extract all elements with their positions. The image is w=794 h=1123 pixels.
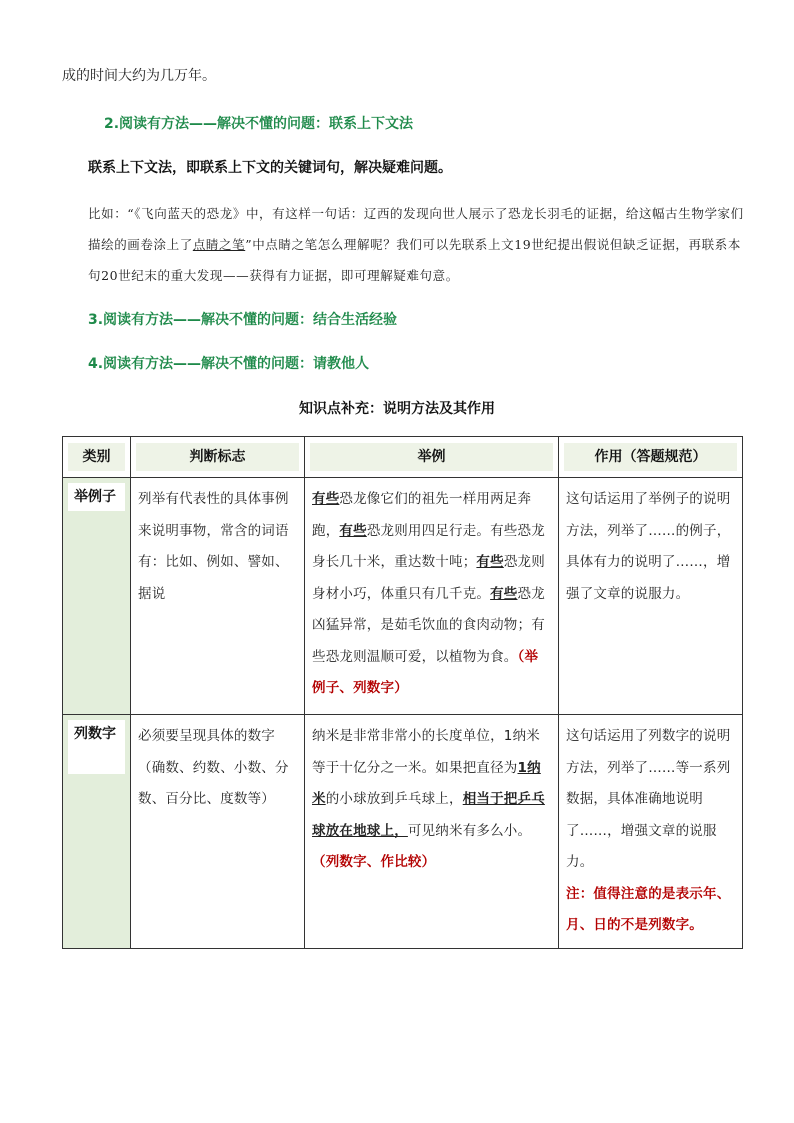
definition-text: 联系上下文法，即联系上下文的关键词句，解决疑难问题。 bbox=[88, 160, 452, 176]
example-fragment: 恐龙凶猛异常，是茹毛饮血的食肉动物；有些恐龙则温顺可爱，以植物为食。 bbox=[312, 585, 545, 665]
explanation-methods-table bbox=[62, 436, 743, 949]
header-category-label: 类别 bbox=[68, 443, 125, 471]
continued-text: 成的时间大约为几万年。 bbox=[62, 68, 216, 84]
table-row bbox=[63, 478, 743, 715]
emphasis: 有些 bbox=[476, 554, 504, 570]
example-part-a: 比如：“《飞向蓝天的恐龙》中，有这样一句话：辽西的发现向世人展示了恐龙长羽毛的证据，给这幅古生物学家们描绘的画卷涂上了 bbox=[88, 206, 744, 252]
table-caption: 知识点补充：说明方法及其作用 bbox=[299, 401, 495, 417]
note-text: 注：值得注意的是表示年、月、日的不是列数字。 bbox=[566, 885, 731, 933]
header-category bbox=[63, 437, 131, 478]
effect-body: 这句话运用了列数字的说明方法，列举了……等一系列数据，具体准确地说明了……，增强文章的说服力。 bbox=[566, 728, 731, 870]
method-tag: （列数字、作比较） bbox=[312, 854, 436, 870]
effect-text: 这句话运用了举例子的说明方法，列举了……的例子，具体有力的说明了……，增强了文章的说服力。 bbox=[566, 491, 731, 602]
emphasis: 相当于把乒乓球放在地球上， bbox=[312, 791, 545, 839]
table-header-row bbox=[63, 437, 743, 478]
header-example bbox=[305, 437, 559, 478]
example-fragment: 纳米是非常非常小的长度单位，1纳米等于十亿分之一米。如果把直径为 bbox=[312, 728, 540, 776]
header-sign bbox=[131, 437, 305, 478]
example-fragment: 恐龙则身材小巧，体重只有几千克。 bbox=[312, 554, 545, 602]
method-3-heading: 3.阅读有方法——解决不懂的问题：结合生活经验 bbox=[88, 312, 398, 328]
category-cell bbox=[63, 715, 131, 949]
example-fragment: 可见纳米有多么小。 bbox=[407, 822, 532, 839]
header-example-label: 举例 bbox=[310, 443, 553, 471]
sign-cell bbox=[131, 715, 305, 949]
header-effect-label: 作用（答题规范） bbox=[564, 443, 737, 471]
category-label: 列数字 bbox=[68, 720, 125, 748]
sign-text: 必须要呈现具体的数字（确数、约数、小数、分数、百分比、度数等） bbox=[138, 728, 289, 807]
example-text bbox=[305, 478, 558, 711]
example-underlined-phrase: 点睛之笔 bbox=[192, 237, 246, 252]
method-tag: （举例子、列数字） bbox=[312, 648, 539, 696]
sign-cell bbox=[131, 478, 305, 715]
effect-cell bbox=[559, 715, 743, 949]
example-cell bbox=[305, 478, 559, 715]
effect-text bbox=[559, 715, 742, 948]
header-sign-label: 判断标志 bbox=[136, 443, 299, 471]
example-fragment: 恐龙则用四足行走。有些恐龙身长几十米，重达数十吨； bbox=[312, 522, 545, 570]
example-cell bbox=[305, 715, 559, 949]
method-2-heading: 2.阅读有方法——解决不懂的问题：联系上下文法 bbox=[104, 116, 414, 132]
category-cell bbox=[63, 478, 131, 715]
example-fragment: 的小球放到乒乓球上， bbox=[325, 791, 463, 807]
example-paragraph bbox=[88, 198, 744, 291]
header-effect bbox=[559, 437, 743, 478]
effect-cell bbox=[559, 478, 743, 715]
emphasis: 有些 bbox=[490, 585, 518, 602]
method-4-heading: 4.阅读有方法——解决不懂的问题：请教他人 bbox=[88, 356, 370, 372]
sign-text: 列举有代表性的具体事例来说明事物，常含的词语有：比如、例如、譬如、据说 bbox=[138, 491, 289, 602]
example-part-b: ”中点睛之笔怎么理解呢？我们可以先联系上文19世纪提出假说但缺乏证据，再联系本句20世纪末的重大发现——获得有力证据，即可理解疑难句意。 bbox=[88, 237, 741, 283]
example-fragment: 恐龙像它们的祖先一样用两足奔跑， bbox=[312, 491, 532, 539]
category-label: 举例子 bbox=[68, 483, 125, 511]
emphasis: 1纳米 bbox=[312, 759, 541, 807]
table-row bbox=[63, 715, 743, 949]
emphasis: 有些 bbox=[312, 491, 340, 507]
example-text bbox=[305, 715, 558, 885]
category-blank-box bbox=[68, 748, 125, 774]
emphasis: 有些 bbox=[339, 522, 367, 539]
